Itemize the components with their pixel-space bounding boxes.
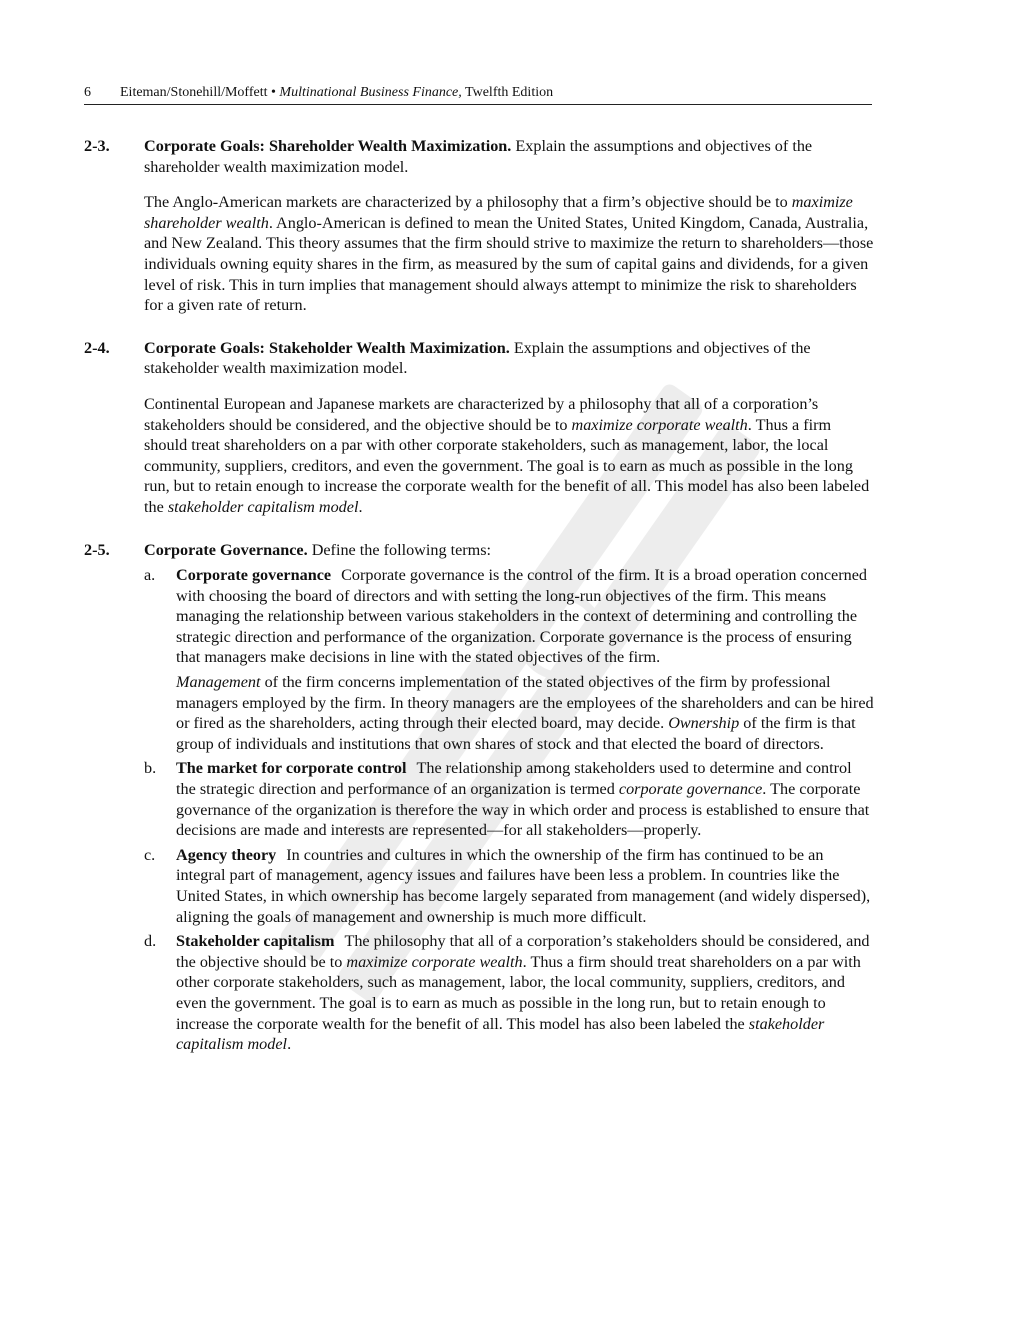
item-text: The relationship among stakeholders used to determine and control the strategic direction and performance of an organization is termed — [176, 759, 852, 799]
item-emphasis: Management — [176, 673, 261, 692]
answer-emphasis: maximize shareholder wealth — [144, 193, 853, 232]
item-term: Stakeholder capitalism — [176, 932, 335, 951]
item-text: In countries and cultures in which the ownership of the firm has continued to be an integral part of management, agency issues and failures have been less a problem. In countries like the United States, in which ownership has become largely separated from management (and widely dispersed), aligning the goals of management and ownership is much more difficult. — [176, 845, 871, 926]
item-paragraph — [176, 565, 874, 668]
header-book-title: Multinational Business Finance, — [279, 85, 462, 100]
question-title: Corporate Goals: Stakeholder Wealth Maximization. — [144, 338, 510, 357]
page-number: 6 — [84, 85, 91, 100]
answer-text: Continental European and Japanese markets are characterized by a philosophy that all of a corporation’s stakeholders should be considered, and the objective should be to — [144, 394, 819, 434]
item-paragraph — [176, 672, 874, 754]
item-text: of the firm is that group of individuals and institutions that own shares of stock and that elected the board of directors. — [176, 714, 856, 753]
item-term: Corporate governance — [176, 566, 332, 585]
item-term: Agency theory — [176, 845, 277, 864]
question-2-4 — [84, 338, 874, 518]
item-label: d. — [144, 932, 157, 951]
item-paragraph — [176, 758, 874, 840]
question-2-3 — [84, 136, 874, 316]
question-prompt: Explain the assumptions and objectives of the shareholder wealth maximization model. — [144, 137, 813, 176]
question-number: 2-5. — [84, 540, 110, 559]
item-text: . The corporate governance of the organization is therefore the way in which order and process is established to ensure that decisions are made and interests are represented—for all stakeholders—properly. — [176, 780, 870, 840]
item-paragraph — [176, 931, 874, 1055]
item-text: Corporate governance is the control of the firm. It is a broad operation concerned with choosing the board of directors and with setting the long-run objectives of the firm. This means managing the relationship between various stakeholders in the context of determining and controlling the strategic direction and performance of the organization. Corporate governance is the process of ensuring that managers make decisions in line with the stated objectives of the firm. — [176, 566, 867, 667]
question-number: 2-4. — [84, 338, 110, 357]
answer-emphasis: stakeholder capitalism model — [167, 497, 359, 516]
list-item-corporate-governance — [144, 565, 874, 754]
item-emphasis: corporate governance — [618, 780, 763, 799]
answer-emphasis: maximize corporate wealth — [571, 415, 748, 434]
answer-text: The Anglo-American markets are characterized by a philosophy that a firm’s objective should be to — [144, 193, 788, 212]
header-bullet: • — [271, 85, 276, 100]
item-emphasis: maximize corporate wealth — [346, 952, 523, 971]
item-label: b. — [144, 759, 157, 778]
answer-paragraph — [144, 192, 874, 316]
question-2-5 — [84, 540, 874, 1055]
item-label: c. — [144, 845, 156, 864]
item-text: . — [287, 1035, 292, 1054]
item-term: The market for corporate control — [176, 759, 407, 778]
list-item-market-for-corporate-control — [144, 758, 874, 840]
answer-text: . Anglo-American is defined to mean the United States, United Kingdom, Canada, Australia, and New Zealand. This theory assumes that the firm should strive to maximize the return to shareholders—those individuals owning equity shares in the firm, as measured by the sum of capital gains and dividends, for a given level of risk. This in turn implies that management should always attempt to minimize the risk to shareholders for a given rate of return. — [144, 213, 874, 315]
item-text: of the firm concerns implementation of the stated objectives of the firm by professional managers employed by the firm. In theory managers are the employees of the shareholders and can be hired or fired as the shareholders, acting through their elected board, may decide. — [176, 673, 874, 733]
question-heading — [144, 338, 874, 379]
list-item-stakeholder-capitalism — [144, 931, 874, 1055]
question-number: 2-3. — [84, 137, 110, 155]
page-content — [84, 136, 874, 1059]
term-list — [144, 565, 874, 1055]
question-prompt: Explain the assumptions and objectives of the stakeholder wealth maximization model. — [144, 338, 811, 378]
item-emphasis: Ownership — [668, 714, 740, 733]
header-authors: Eiteman/Stonehill/Moffett — [120, 85, 268, 100]
question-title: Corporate Governance. — [144, 540, 308, 559]
answer-paragraph — [144, 394, 874, 518]
list-item-agency-theory — [144, 845, 874, 927]
item-text: The philosophy that all of a corporation’s stakeholders should be considered, and the objective should be to — [176, 932, 870, 971]
question-prompt: Define the following terms: — [311, 540, 492, 559]
item-label: a. — [144, 566, 156, 585]
question-heading — [144, 136, 874, 177]
running-header — [84, 84, 872, 105]
answer-text: . — [358, 497, 363, 516]
item-emphasis: stakeholder capitalism model — [176, 1014, 825, 1054]
header-edition: Twelfth Edition — [465, 85, 554, 100]
item-text: . Thus a firm should treat shareholders on a par with other corporate stakeholders, such as management, labor, the local community, suppliers, creditors, and even the government. The goal is to earn as much as possible in the long run, but to retain enough to increase the corporate wealth for the benefit of all. This model has also been labeled the — [176, 952, 861, 1033]
answer-text: . Thus a firm should treat shareholders on a par with other corporate stakeholders, such as management, labor, the local community, suppliers, creditors, and even the government. The goal is to earn as much as possible in the long run, but to retain enough to increase the corporate wealth for the benefit of all. This model has also been labeled the — [144, 415, 870, 516]
item-paragraph — [176, 845, 874, 927]
question-title: Corporate Goals: Shareholder Wealth Maximization. — [144, 137, 512, 155]
question-heading — [144, 540, 874, 561]
